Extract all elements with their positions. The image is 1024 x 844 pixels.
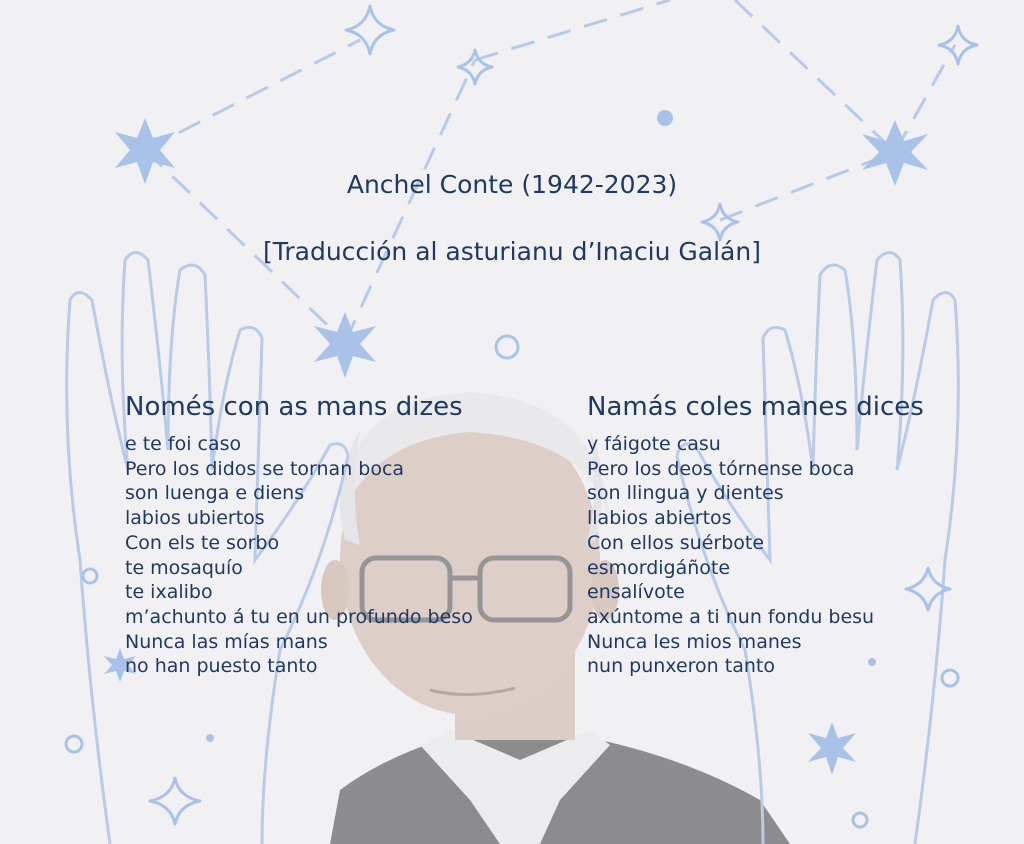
poem-line: llabios abiertos [587,507,732,530]
poem-original-column [125,390,473,679]
poem-line: labios ubiertos [125,507,265,530]
poem-line: Nunca las mías mans [125,630,328,653]
poem-original-title: Només con as mans dizes [125,392,463,422]
poem-line: te ixalibo [125,581,213,604]
poem-translation-column [587,390,924,679]
poem-translation-lines [587,432,924,679]
poem-line: e te foi caso [125,433,242,455]
poem-original-lines [125,432,473,679]
poem-line: no han puesto tanto [125,655,318,678]
poem-line: nun punxeron tanto [587,655,775,678]
translation-credit: [Traducción al asturianu d’Inaciu Galán] [263,237,761,266]
author-heading: Anchel Conte (1942-2023) [346,170,678,199]
poem-line: Pero los didos se tornan boca [125,457,405,480]
poem-line: son luenga e diens [125,482,305,505]
poem-line: Con els te sorbo [125,531,280,554]
poem-line: son llingua y dientes [587,482,784,505]
poem-line: y fáigote casu [587,433,721,455]
poem-line: axúntome a ti nun fondu besu [587,605,875,628]
poem-line: Nunca les mios manes [587,630,802,653]
poem-line: Con ellos suérbote [587,531,765,554]
poem-line: esmordigáñote [587,556,731,579]
poem-line: Pero los deos tórnense boca [587,457,855,480]
poem-line: ensalívote [587,581,685,604]
poem-line: te mosaquío [125,556,243,579]
poem-line: m’achunto á tu en un profundo beso [125,605,473,628]
poem-translation-title: Namás coles manes dices [587,392,924,422]
